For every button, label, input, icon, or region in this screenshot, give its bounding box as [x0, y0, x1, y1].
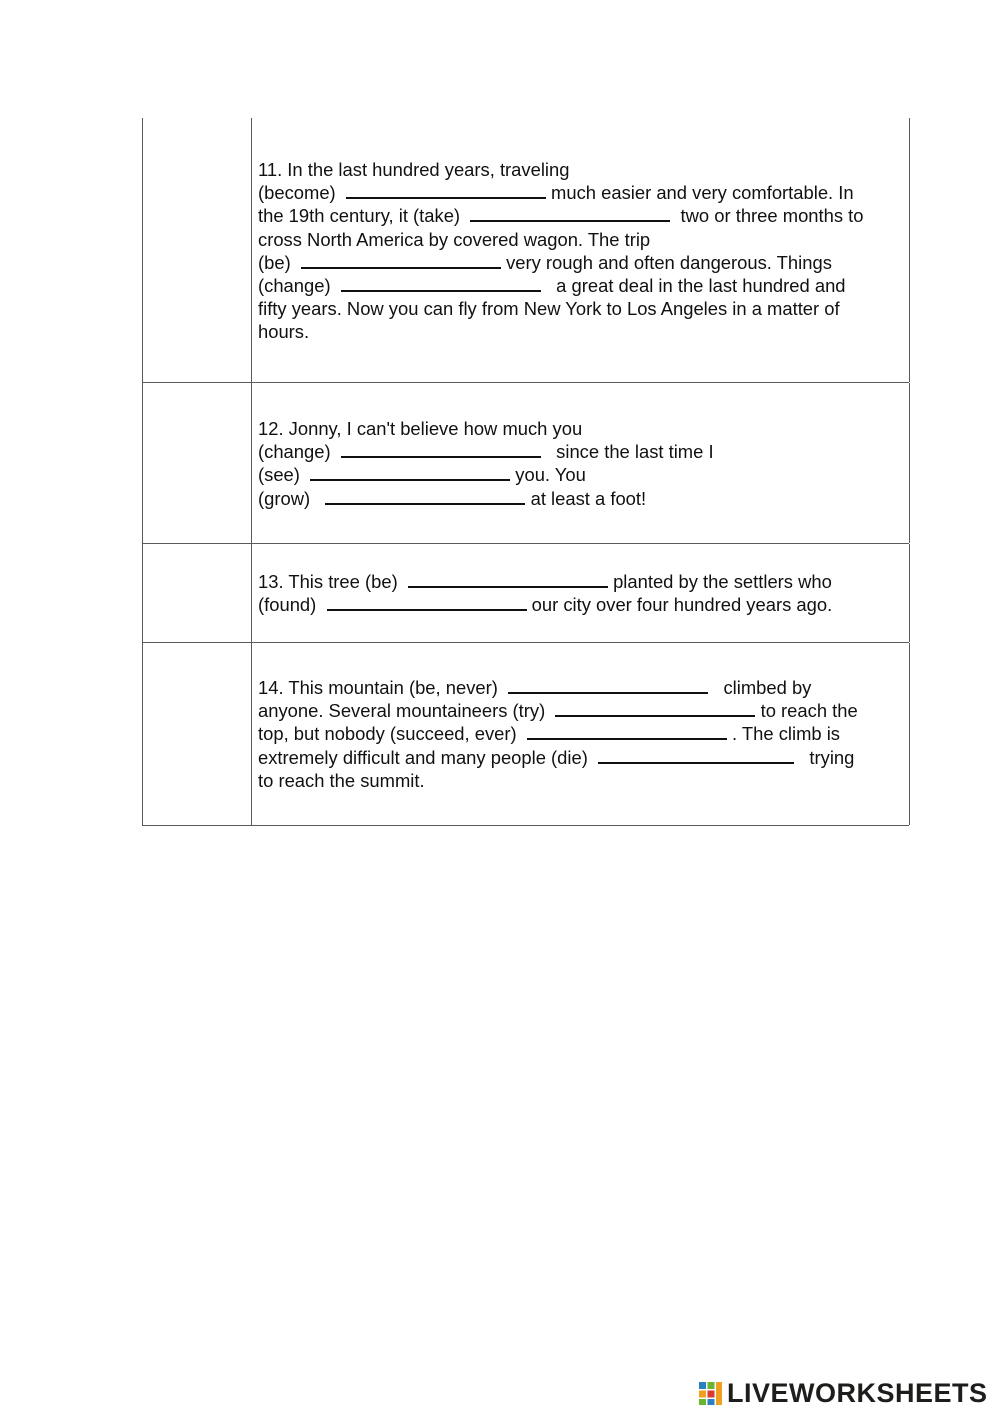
q11-verb-change: (change) [258, 275, 331, 297]
q14-line-3-rest: . The climb is [732, 723, 841, 745]
answer-blank-12-change[interactable] [341, 441, 541, 458]
question-13-text [258, 570, 906, 616]
q12-verb-see: (see) [258, 464, 300, 486]
q11-line-2-rest: much easier and very comfortable. In [551, 182, 854, 204]
q14-line-1-rest: climbed by [723, 677, 812, 698]
q14-line-4-rest: trying [809, 746, 855, 768]
answer-column-cell [142, 544, 252, 642]
answer-blank-12-see[interactable] [310, 464, 510, 481]
q12-line-4-rest: at least a foot! [530, 487, 647, 509]
answer-blank-11-become[interactable] [346, 182, 546, 199]
question-14-text [258, 676, 906, 792]
q11-verb-be: (be) [258, 251, 291, 273]
answer-column-cell [142, 643, 252, 825]
q12-verb-change: (change) [258, 441, 331, 463]
q14-verb-succeed-ever: top, but nobody (succeed, ever) [258, 723, 517, 745]
q11-line-6-rest: a great deal in the last hundred and [556, 275, 846, 297]
exercise-table [142, 118, 910, 826]
answer-blank-13-found[interactable] [327, 594, 527, 611]
q12-verb-grow: (grow) [258, 487, 311, 509]
answer-blank-14-be-never[interactable] [508, 677, 708, 694]
q11-line-4: cross North America by covered wagon. The trip [258, 228, 651, 250]
q11-line-8: hours. [258, 321, 310, 343]
answer-blank-14-die[interactable] [598, 747, 794, 764]
exercise-row-12 [142, 383, 909, 544]
liveworksheets-logo[interactable] [698, 1380, 988, 1406]
q11-line-1: 11. In the last hundred years, traveling [258, 159, 570, 180]
answer-blank-11-take[interactable] [470, 205, 670, 222]
exercise-row-13 [142, 544, 909, 643]
liveworksheets-wordmark: LIVEWORKSHEETS [727, 1378, 988, 1408]
answer-blank-13-be[interactable] [408, 571, 608, 588]
q12-line-3-rest: you. You [515, 464, 586, 486]
q12-line-1: 12. Jonny, I can't believe how much you [258, 418, 583, 439]
exercise-row-14 [142, 643, 909, 826]
liveworksheets-logo-icon [698, 1380, 724, 1406]
answer-blank-12-grow[interactable] [325, 488, 525, 505]
q13-line-1-rest: planted by the settlers who [613, 571, 832, 592]
q14-line-5: to reach the summit. [258, 769, 425, 791]
q14-verb-die: extremely difficult and many people (die) [258, 746, 588, 768]
q14-verb-be-never: 14. This mountain (be, never) [258, 677, 498, 698]
answer-blank-11-be[interactable] [301, 252, 501, 269]
question-11-text [258, 158, 906, 344]
question-12-text [258, 417, 906, 510]
q13-line-2-rest: our city over four hundred years ago. [531, 594, 833, 616]
q12-line-2-rest: since the last time I [556, 441, 714, 463]
q13-verb-be: 13. This tree (be) [258, 571, 398, 592]
answer-blank-14-try[interactable] [555, 700, 755, 717]
q11-line-5-rest: very rough and often dangerous. Things [506, 251, 832, 273]
answer-column-cell [142, 383, 252, 543]
q11-verb-become: (become) [258, 182, 336, 204]
q11-line-3-rest: two or three months to [680, 205, 864, 227]
q11-verb-take: the 19th century, it (take) [258, 205, 461, 227]
q14-line-2-rest: to reach the [760, 700, 858, 722]
answer-column-cell [142, 118, 252, 382]
exercise-row-11 [142, 118, 909, 383]
q14-verb-try: anyone. Several mountaineers (try) [258, 700, 546, 722]
q13-verb-found: (found) [258, 594, 317, 616]
q11-line-7: fifty years. Now you can fly from New York to Los Angeles in a matter of [258, 298, 840, 320]
answer-blank-14-succeed-ever[interactable] [527, 723, 727, 740]
answer-blank-11-change[interactable] [341, 275, 541, 292]
